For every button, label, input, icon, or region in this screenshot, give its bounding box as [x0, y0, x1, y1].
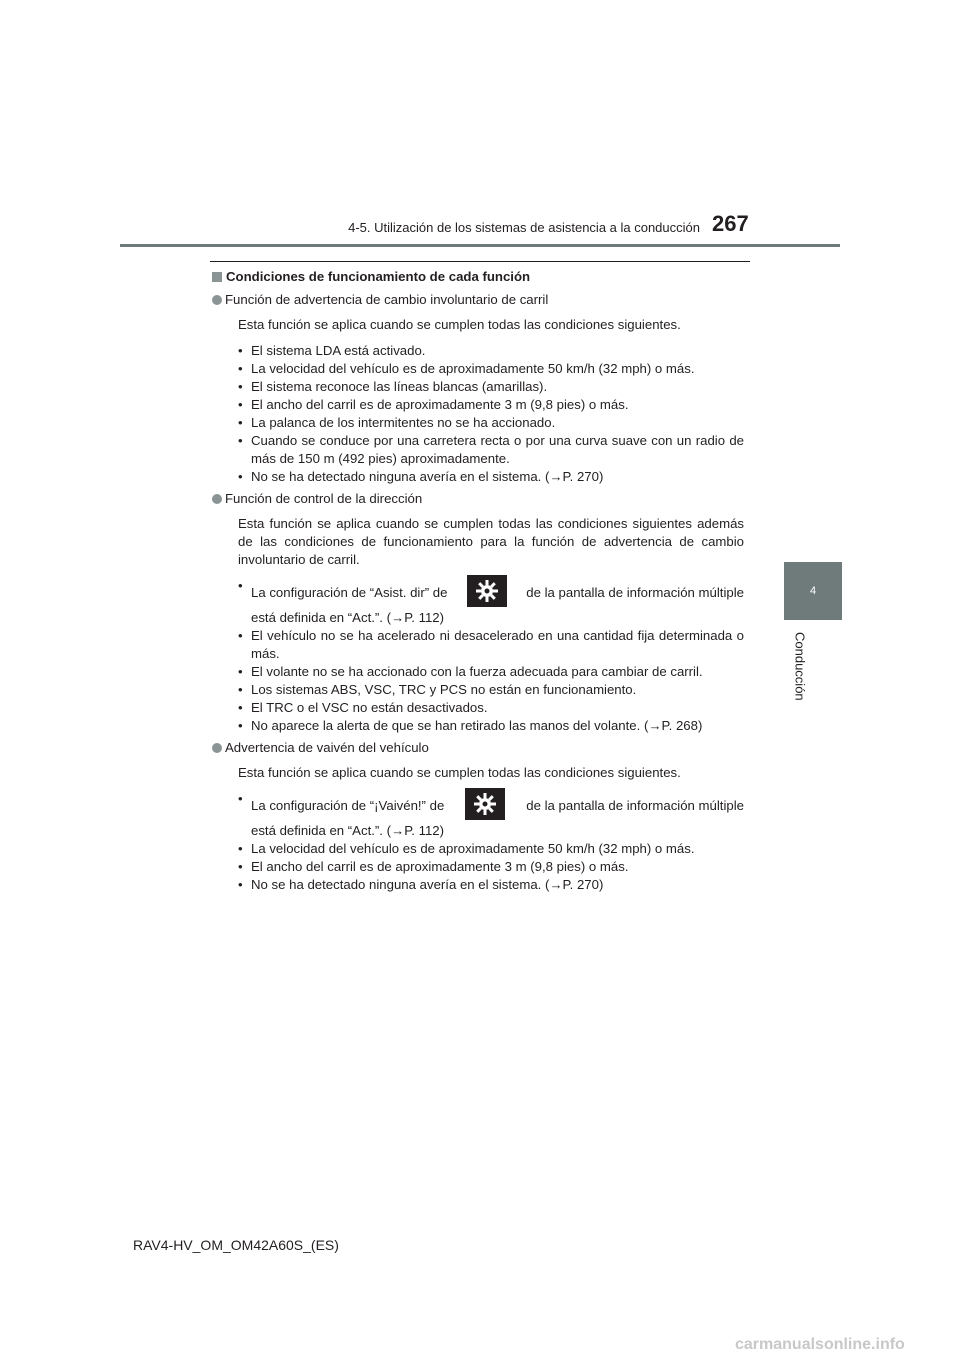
chapter-tab	[784, 562, 842, 620]
condition-item: • El volante no se ha accionado con la fuerza adecuada para cambiar de carril.	[238, 663, 744, 681]
condition-item-with-icon	[238, 577, 744, 627]
function-intro: Esta función se aplica cuando se cumplen todas las condiciones siguientes además de las condiciones de funcionamiento para la función de advertencia de cambio involuntario de carril.	[238, 516, 744, 567]
page-content	[212, 268, 744, 898]
condition-item: • La palanca de los intermitentes no se ha accionado.	[238, 414, 744, 432]
chapter-number: 4	[809, 585, 817, 597]
condition-item: • El ancho del carril es de aproximadamente 3 m (9,8 pies) o más.	[238, 858, 744, 876]
icon-item-after: de la pantalla de información múltiple	[526, 585, 744, 600]
gear-icon	[467, 575, 507, 607]
gear-icon	[465, 788, 505, 820]
condition-item: • No aparece la alerta de que se han retirado las manos del volante. (→P. 268)	[238, 717, 744, 735]
condition-list	[238, 342, 744, 486]
condition-item: • El ancho del carril es de aproximadamente 3 m (9,8 pies) o más.	[238, 396, 744, 414]
condition-item: • La velocidad del vehículo es de aproximadamente 50 km/h (32 mph) o más.	[238, 360, 744, 378]
condition-item: • El vehículo no se ha acelerado ni desacelerado en una cantidad fija determinada o más.	[238, 627, 744, 663]
icon-item-before: • La configuración de “¡Vaivén!” de	[251, 798, 445, 813]
document-code: RAV4-HV_OM_OM42A60S_(ES)	[133, 1237, 339, 1253]
function-heading	[212, 739, 744, 757]
icon-item-before: • La configuración de “Asist. dir” de	[251, 585, 448, 600]
header-divider	[120, 244, 840, 247]
function-heading-text: Advertencia de vaivén del vehículo	[225, 740, 429, 755]
condition-item: • Cuando se conduce por una carretera recta o por una curva suave con un radio de más de 150 m (492 pies) aproximadamente.	[238, 432, 744, 468]
condition-item: • El sistema reconoce las líneas blancas (amarillas).	[238, 378, 744, 396]
condition-item: • No se ha detectado ninguna avería en el sistema. (→P. 270)	[238, 468, 744, 486]
function-heading	[212, 291, 744, 309]
circle-bullet-icon	[212, 743, 222, 753]
icon-item-continuation: está definida en “Act.”. (→P. 112)	[251, 823, 445, 838]
condition-item: • La velocidad del vehículo es de aproximadamente 50 km/h (32 mph) o más.	[238, 840, 744, 858]
condition-list	[238, 790, 744, 894]
condition-item: • Los sistemas ABS, VSC, TRC y PCS no están en funcionamiento.	[238, 681, 744, 699]
circle-bullet-icon	[212, 295, 222, 305]
condition-item: • No se ha detectado ninguna avería en el sistema. (→P. 270)	[238, 876, 744, 894]
condition-item: • El TRC o el VSC no están desactivados.	[238, 699, 744, 717]
chapter-label: Conducción	[792, 632, 808, 701]
condition-item: • El sistema LDA está activado.	[238, 342, 744, 360]
icon-item-after: de la pantalla de información múltiple	[526, 798, 744, 813]
function-intro: Esta función se aplica cuando se cumplen todas las condiciones siguientes.	[238, 765, 681, 780]
watermark-link[interactable]: carmanualsonline.info	[735, 1336, 905, 1353]
section-heading-text: Condiciones de funcionamiento de cada función	[226, 269, 531, 284]
running-header: 4-5. Utilización de los sistemas de asistencia a la conducción	[348, 220, 700, 235]
icon-item-continuation: está definida en “Act.”. (→P. 112)	[251, 610, 445, 625]
condition-item-with-icon	[238, 790, 744, 840]
function-heading-text: Función de advertencia de cambio involuntario de carril	[225, 292, 549, 307]
square-bullet-icon	[212, 272, 222, 282]
section-heading	[212, 268, 744, 286]
function-heading	[212, 490, 744, 508]
condition-list	[238, 577, 744, 735]
function-intro: Esta función se aplica cuando se cumplen todas las condiciones siguientes.	[238, 317, 681, 332]
circle-bullet-icon	[212, 494, 222, 504]
function-heading-text: Función de control de la dirección	[225, 491, 423, 506]
section-divider	[210, 261, 750, 262]
page-number: 267	[712, 211, 749, 236]
